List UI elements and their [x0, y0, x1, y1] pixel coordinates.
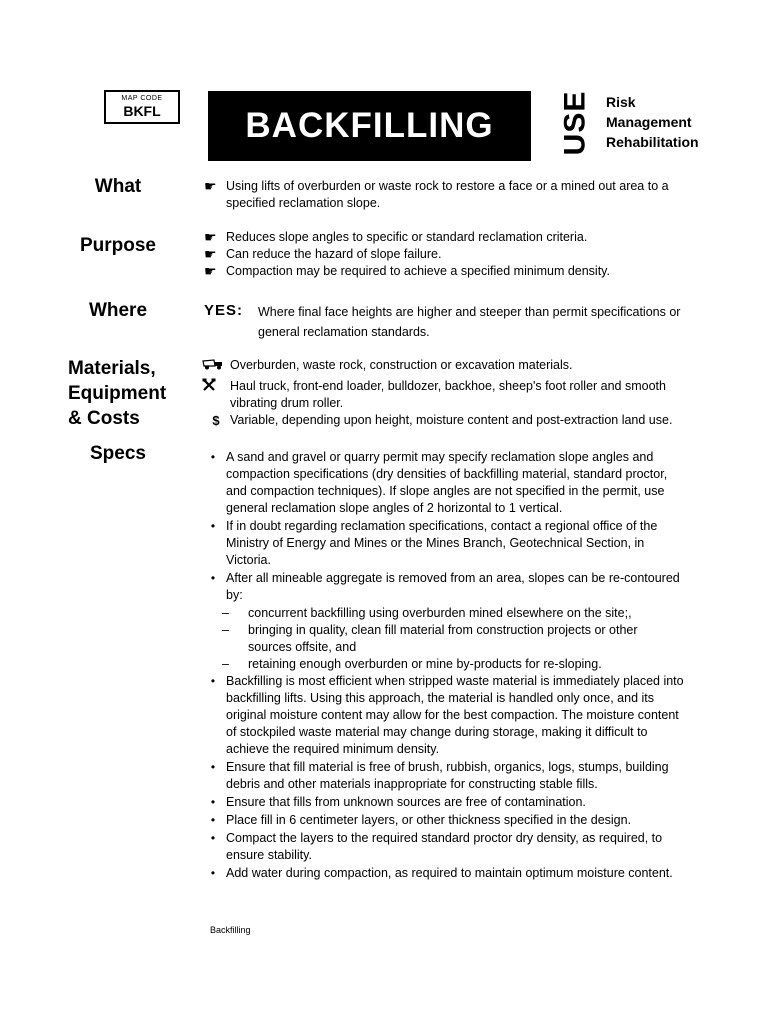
sub-item-text: concurrent backfilling using overburden mined elsewhere on the site;, — [248, 606, 632, 620]
purpose-item-2 — [204, 246, 441, 263]
title-banner — [208, 91, 531, 161]
specs-text: If in doubt regarding reclamation specifications, contact a regional office of the Ministry of Energy and Mines or the Mines Branch, Geotechnical Section, in Victoria. — [226, 519, 658, 567]
bullet-icon: • — [210, 831, 216, 845]
page-footer: Backfilling — [210, 925, 251, 935]
what-item — [204, 178, 684, 212]
heading-purpose: Purpose — [79, 235, 157, 256]
bullet-icon: • — [210, 866, 216, 880]
use-item-rehabilitation: Rehabilitation — [606, 134, 699, 150]
bullet-icon: • — [210, 571, 216, 585]
bullet-icon: • — [210, 674, 216, 688]
bullet-icon: • — [210, 795, 216, 809]
equipment-item — [202, 378, 672, 412]
list-item — [200, 759, 690, 793]
heading-materials-equipment-costs — [68, 356, 188, 431]
map-code-box — [104, 90, 180, 124]
sub-item-text: bringing in quality, clean fill material from construction projects or other sources offsite, and — [248, 623, 638, 654]
map-code-value: BKFL — [123, 103, 161, 119]
specs-text: Add water during compaction, as required to maintain optimum moisture content. — [226, 866, 673, 880]
materials-text: Overburden, waste rock, construction or excavation materials. — [230, 358, 573, 372]
purpose-item-3 — [204, 263, 610, 280]
purpose-item-1 — [204, 229, 587, 246]
costs-item — [202, 412, 672, 429]
bullet-icon: • — [210, 519, 216, 533]
pointing-hand-icon — [204, 178, 226, 195]
tools-icon — [202, 378, 230, 396]
pointing-hand-icon — [204, 263, 226, 280]
page-title: BACKFILLING — [245, 106, 494, 145]
bullet-icon: • — [210, 450, 216, 464]
specs-text: Compact the layers to the required standard proctor dry density, as required, to ensure stability. — [226, 831, 663, 862]
pointing-hand-icon — [204, 246, 226, 263]
use-label-text: USE — [558, 90, 591, 156]
dash-icon: – — [222, 606, 229, 620]
use-list — [606, 92, 699, 152]
sub-list-item — [222, 656, 690, 673]
heading-specs: Specs — [90, 443, 146, 464]
list-item — [200, 830, 690, 864]
use-label — [556, 90, 594, 156]
specs-text: Ensure that fill material is free of brush, rubbish, organics, logs, stumps, building debris and other materials inappropriate for constructing stable fills. — [226, 760, 669, 791]
costs-text: Variable, depending upon height, moisture content and post-extraction land use. — [230, 413, 673, 427]
sub-item-text: retaining enough overburden or mine by-products for re-sloping. — [248, 657, 602, 671]
specs-text: A sand and gravel or quarry permit may specify reclamation slope angles and compaction specifications (dry densities of backfilling material, standard proctor, and compaction techniques). If slope angles are not specified in the permit, use general reclamation slope angles of 2 horizontal to 1 vertical. — [226, 450, 668, 515]
heading-line-materials: Materials, — [68, 358, 156, 379]
heading-what: What — [94, 176, 142, 197]
heading-line-equipment: Equipment — [68, 383, 167, 404]
bullet-icon: • — [210, 813, 216, 827]
specs-text: Ensure that fills from unknown sources are free of contamination. — [226, 795, 586, 809]
dollar-icon: $ — [212, 413, 220, 428]
pointing-hand-icon — [204, 229, 226, 246]
what-text: Using lifts of overburden or waste rock to restore a face or a mined out area to a specified reclamation slope. — [226, 179, 669, 210]
list-item — [200, 449, 690, 517]
specs-text: Place fill in 6 centimeter layers, or other thickness specified in the design. — [226, 813, 632, 827]
list-item — [200, 518, 690, 569]
map-code-label: MAP CODE — [121, 95, 163, 102]
list-item — [200, 673, 690, 758]
sub-list-item — [222, 605, 690, 622]
list-item — [200, 570, 690, 604]
where-yes-label: YES: — [204, 302, 244, 319]
materials-item — [202, 357, 573, 374]
use-item-risk: Risk — [606, 94, 636, 110]
dump-truck-icon — [202, 357, 230, 374]
sub-list-item — [222, 622, 690, 656]
list-item — [200, 812, 690, 829]
purpose-text-1: Reduces slope angles to specific or standard reclamation criteria. — [226, 230, 588, 244]
purpose-text-2: Can reduce the hazard of slope failure. — [226, 247, 442, 261]
heading-where: Where — [88, 300, 148, 321]
specs-list — [200, 449, 690, 883]
use-item-management: Management — [606, 114, 692, 130]
heading-line-costs: & Costs — [68, 408, 140, 429]
specs-text: After all mineable aggregate is removed from an area, slopes can be re-contoured by: — [226, 571, 680, 602]
bullet-icon: • — [210, 760, 216, 774]
equipment-text: Haul truck, front-end loader, bulldozer, backhoe, sheep's foot roller and smooth vibrating drum roller. — [230, 379, 666, 410]
list-item — [200, 794, 690, 811]
dash-icon: – — [222, 657, 229, 671]
where-text: Where final face heights are higher and steeper than permit specifications or general reclamation standards. — [258, 305, 681, 339]
list-item — [200, 865, 690, 882]
dash-icon: – — [222, 623, 229, 637]
purpose-text-3: Compaction may be required to achieve a specified minimum density. — [226, 264, 610, 278]
specs-text: Backfilling is most efficient when stripped waste material is immediately placed into backfilling lifts. Using this approach, the material is handled only once, and its original moisture content may allow for the best compaction. The moisture content of stockpiled waste material may change during storage, making it difficult to achieve the required minimum density. — [226, 674, 684, 756]
where-item — [204, 302, 682, 342]
